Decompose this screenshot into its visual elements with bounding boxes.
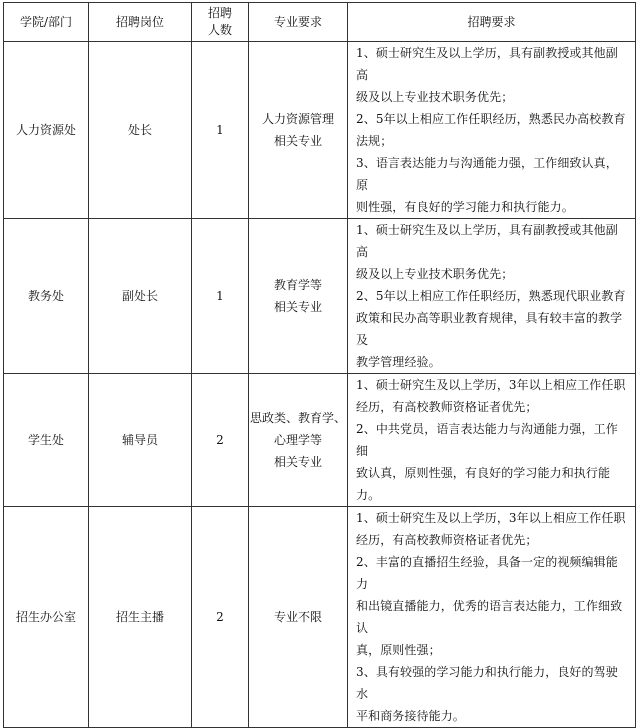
cell-count: 1 [192, 219, 249, 374]
cell-major [249, 219, 348, 374]
cell-requirements [348, 42, 636, 219]
requirement-line: 级及以上专业技术职务优先； [356, 267, 514, 281]
requirement-line: 1、硕士研究生及以上学历，3年以上相应工作任职 [356, 511, 626, 525]
requirement-line: 真，原则性强； [356, 643, 441, 657]
recruitment-table [3, 2, 636, 728]
header-row [4, 3, 636, 42]
header-requirements: 招聘要求 [348, 3, 636, 42]
header-major: 专业要求 [249, 3, 348, 42]
cell-requirements [348, 219, 636, 374]
table-row [4, 507, 636, 728]
cell-dept: 人力资源处 [4, 42, 89, 219]
cell-major [249, 42, 348, 219]
requirement-line: 级及以上专业技术职务优先； [356, 90, 514, 104]
requirement-line: 2、中共党员，语言表达能力与沟通能力强，工作细 [356, 422, 618, 458]
cell-major [249, 374, 348, 507]
cell-requirements [348, 507, 636, 728]
requirement-line: 教学管理经验。 [356, 355, 441, 369]
header-position: 招聘岗位 [89, 3, 192, 42]
requirement-line: 3、语言表达能力与沟通能力强，工作细致认真，原 [356, 156, 618, 192]
header-count [192, 3, 249, 42]
cell-position: 副处长 [89, 219, 192, 374]
requirement-line: 1、硕士研究生及以上学历，具有副教授或其他副高 [356, 46, 618, 82]
major-line: 相关专业 [273, 300, 322, 314]
requirement-line: 致认真，原则性强，有良好的学习能力和执行能力。 [356, 466, 611, 502]
header-count-line2: 人数 [207, 23, 232, 37]
major-line: 思政类、教育学、 [249, 411, 346, 425]
requirement-line: 2、5年以上相应工作任职经历，熟悉民办高校教育 [356, 112, 626, 126]
requirement-line: 3、具有较强的学习能力和执行能力，良好的驾驶水 [356, 665, 618, 701]
table-row [4, 42, 636, 219]
cell-position: 处长 [89, 42, 192, 219]
requirement-line: 政策和民办高等职业教育规律，具有较丰富的教学及 [356, 311, 623, 347]
cell-dept: 招生办公室 [4, 507, 89, 728]
major-line: 专业不限 [273, 610, 322, 624]
requirement-line: 则性强，有良好的学习能力和执行能力。 [356, 200, 574, 214]
cell-count: 2 [192, 507, 249, 728]
cell-major [249, 507, 348, 728]
requirement-line: 和出镜直播能力，优秀的语言表达能力，工作细致认 [356, 599, 623, 635]
cell-count: 1 [192, 42, 249, 219]
header-dept: 学院/部门 [4, 3, 89, 42]
cell-dept: 学生处 [4, 374, 89, 507]
requirement-line: 1、硕士研究生及以上学历，3年以上相应工作任职 [356, 378, 626, 392]
requirement-line: 经历，有高校教师资格证者优先； [356, 533, 538, 547]
table-row [4, 374, 636, 507]
cell-count: 2 [192, 374, 249, 507]
requirement-line: 2、丰富的直播招生经验，具备一定的视频编辑能力 [356, 555, 618, 591]
cell-dept: 教务处 [4, 219, 89, 374]
cell-position: 辅导员 [89, 374, 192, 507]
major-line: 教育学等 [273, 278, 322, 292]
requirement-line: 经历，有高校教师资格证者优先； [356, 400, 538, 414]
table-row [4, 219, 636, 374]
cell-requirements [348, 374, 636, 507]
requirement-line: 平和商务接待能力。 [356, 709, 465, 723]
major-line: 相关专业 [273, 455, 322, 469]
major-line: 相关专业 [273, 134, 322, 148]
requirement-line: 法规； [356, 134, 393, 148]
requirement-line: 1、硕士研究生及以上学历，具有副教授或其他副高 [356, 223, 618, 259]
major-line: 心理学等 [273, 433, 322, 447]
header-count-line1: 招聘 [207, 6, 232, 20]
cell-position: 招生主播 [89, 507, 192, 728]
major-line: 人力资源管理 [261, 112, 334, 126]
requirement-line: 2、5年以上相应工作任职经历，熟悉现代职业教育 [356, 289, 626, 303]
